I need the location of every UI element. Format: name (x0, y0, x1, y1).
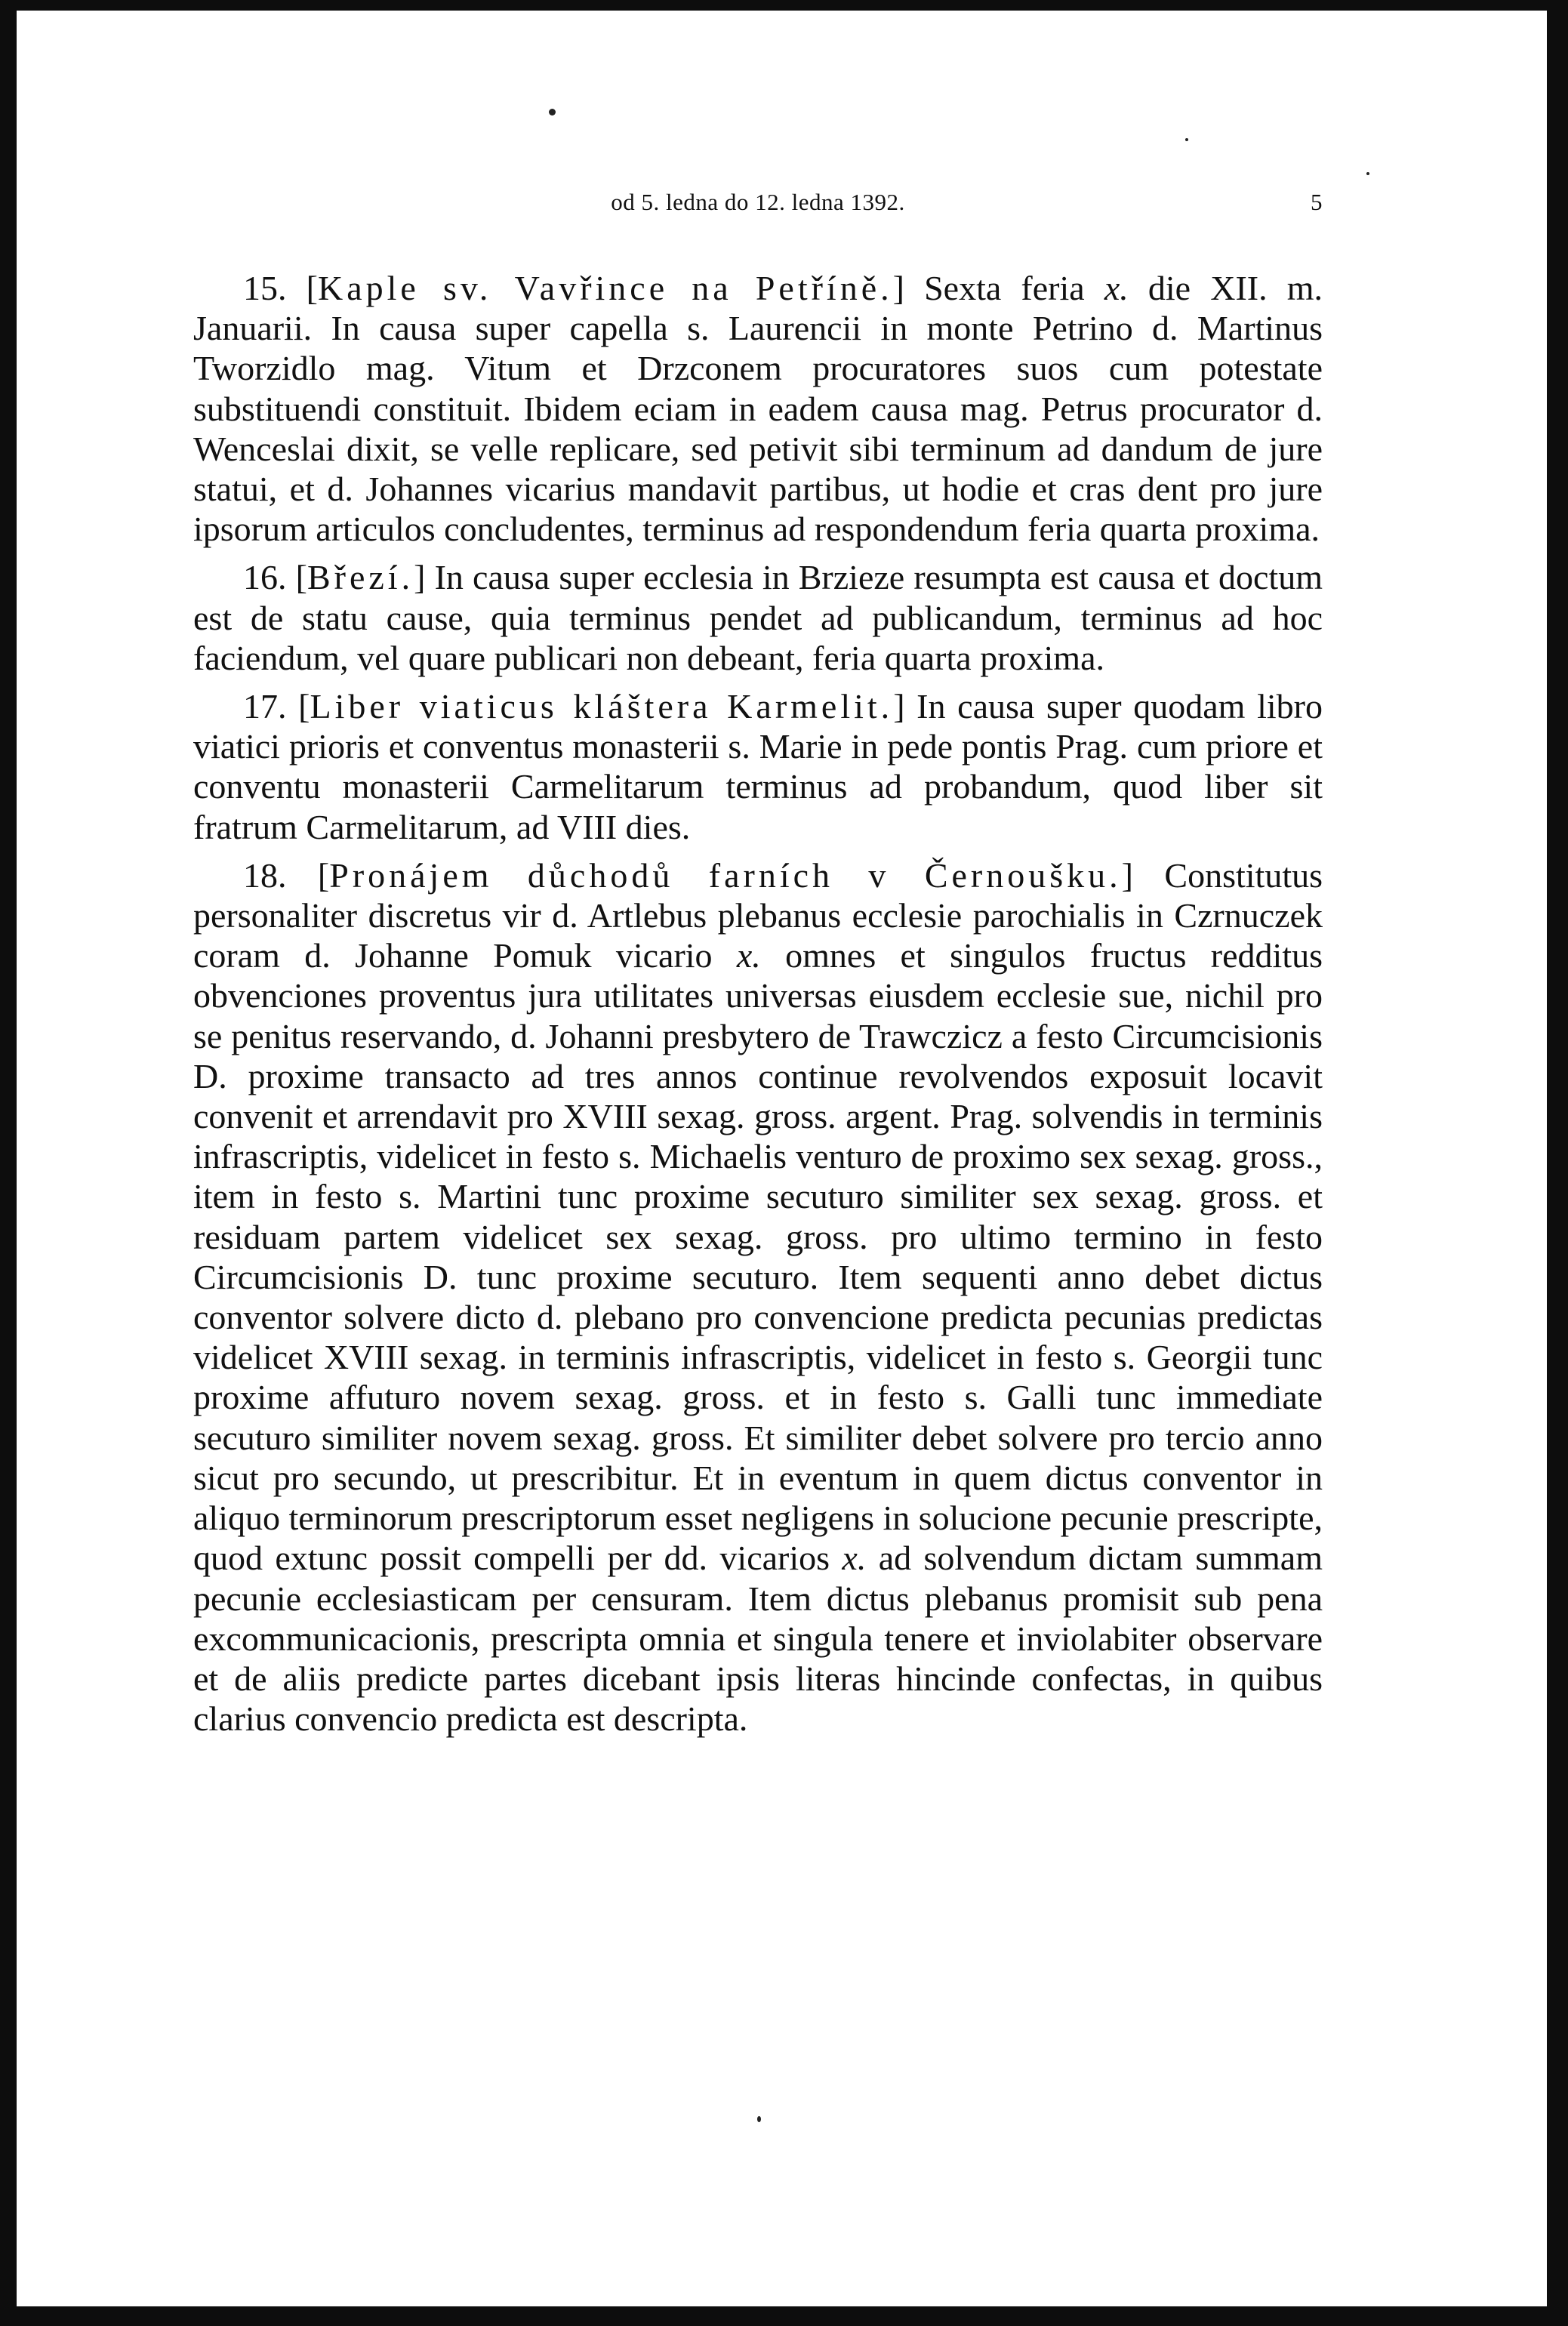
entry-lead: Sexta feria (904, 269, 1104, 307)
entry-heading: Liber viaticus kláštera Karmelit. (310, 687, 894, 726)
ink-speck (549, 109, 556, 116)
scan-edge-right (1547, 0, 1568, 2326)
body-text (193, 268, 1323, 1747)
running-title: od 5. ledna do 12. ledna 1392. (611, 189, 905, 215)
entry-number: 17. (243, 687, 287, 726)
page-header (193, 189, 1323, 234)
entry-heading: Kaple sv. Vavřince na Petříně. (317, 269, 893, 307)
entry-text-continued: ad solvendum dictam summam pecunie ecclesiasticam per censuram. Item dictus plebanus promisit sub pena excommunicacionis, prescripta omnia et singula tenere et inviolabiter observare et de aliis predicte partes dicebant ipsis literas hincinde confectas, in quibus clarius convencio predicta est descripta. (193, 1539, 1323, 1739)
entry-heading: Pronájem důchodů farních v Černoušku. (329, 855, 1122, 895)
entry-text: omnes et singulos fructus redditus obvenciones proventus jura utilitates universas eiusdem ecclesie sue, nichil pro se penitus reservando, d. Johanni presbytero de Trawczicz a festo Circumcisionis D. proxime transacto ad tres annos continue revolvendos exposuit locavit convenit et arrendavit pro XVIII sexag. gross. argent. Prag. solvendis in terminis infrascriptis, videlicet in festo s. Michaelis venturo de proximo sex sexag. gross., item in festo s. Martini tunc proxime secuturo similiter sex sexag. gross. et residuam partem videlicet sex sexag. gross. pro ultimo termino in festo Circumcisionis D. tunc proxime secuturo. Item sequenti anno debet dictus conventor solvere dicto d. plebano pro convencione predicta pecunias predictas videlicet XVIII sexag. in terminis infrascriptis, videlicet in festo s. Georgii tunc proxime affuturo novem sexag. gross. et in festo s. Galli tunc immediate secuturo similiter novem sexag. gross. Et similiter debet solvere pro tercio anno sicut pro secundo, ut prescribitur. Et in eventum in quem dictus conventor in aliquo terminorum prescriptorum esset negligens in solucione pecunie prescripte, quod extunc possit compelli per dd. vicarios (193, 936, 1323, 1578)
ink-speck (1366, 172, 1369, 175)
etc-mark: x. (842, 1539, 867, 1578)
entry-15: 15. [Kaple sv. Vavřince na Petříně.] Sexta feria x. die XII. m. Januarii. In causa super capella s. Laurencii in monte Petrino d. Martinus Tworzidlo mag. Vitum et Drzconem procuratores suos cum potestate substituendi constituit. Ibidem eciam in eadem causa mag. Petrus procurator d. Wenceslai dixit, se velle replicare, sed petivit sibi terminum ad dandum de jure statui, et d. Johannes vicarius mandavit partibus, ut hodie et cras dent pro jure ipsorum articulos concludentes, terminus ad respondendum feria quarta proxima. (193, 269, 1323, 549)
entry-18: 18. [Pronájem důchodů farních v Černoušku.] Constitutus personaliter discretus vir d. Artlebus plebanus ecclesie parochialis in Czrnuczek coram d. Johanne Pomuk vicario x. omnes et singulos fructus redditus obvenciones proventus jura utilitates universas eiusdem ecclesie sue, nichil pro se penitus reservando, d. Johanni presbytero de Trawczicz a festo Circumcisionis D. proxime transacto ad tres annos continue revolvendos exposuit locavit convenit et arrendavit pro XVIII sexag. gross. argent. Prag. solvendis in terminis infrascriptis, videlicet in festo s. Michaelis venturo de proximo sex sexag. gross., item in festo s. Martini tunc proxime secuturo similiter sex sexag. gross. et residuam partem videlicet sex sexag. gross. pro ultimo termino in festo Circumcisionis D. tunc proxime secuturo. Item sequenti anno debet dictus conventor solvere dicto d. plebano pro convencione predicta pecunias predictas videlicet XVIII sexag. in terminis infrascriptis, videlicet in festo s. Georgii tunc proxime affuturo novem sexag. gross. et in festo s. Galli tunc immediate secuturo similiter novem sexag. gross. Et similiter debet solvere pro tercio anno sicut pro secundo, ut prescribitur. Et in eventum in quem dictus conventor in aliquo terminorum prescriptorum esset negligens in solucione pecunie prescripte, quod extunc possit compelli per dd. vicarios x. ad solvendum dictam summam pecunie ecclesiasticam per censuram. Item dictus plebanus promisit sub pena excommunicacionis, prescripta omnia et singula tenere et inviolabiter observare et de aliis predicte partes dicebant ipsis literas hincinde confectas, in quibus clarius convencio predicta est descripta. (193, 855, 1323, 1739)
ink-speck (1185, 138, 1188, 141)
entry-text: In causa super ecclesia in Brzieze resumpta est causa et doctum est de statu cause, quia terminus pendet ad publicandum, terminus ad hoc faciendum, vel quare publicari non debeant, feria quarta proxima. (193, 558, 1323, 677)
entry-number: 16. (243, 558, 287, 597)
entry-text: die XII. m. Januarii. In causa super capella s. Laurencii in monte Petrino d. Martinus Tworzidlo mag. Vitum et Drzconem procuratores suos cum potestate substituendi constituit. Ibidem eciam in eadem causa mag. Petrus procurator d. Wenceslai dixit, se velle replicare, sed petivit sibi terminum ad dandum de jure statui, et d. Johannes vicarius mandavit partibus, ut hodie et cras dent pro jure ipsorum articulos concludentes, terminus ad respondendum feria quarta proxima. (193, 269, 1323, 549)
page-number: 5 (1311, 189, 1323, 215)
scan-edge-left (0, 0, 17, 2326)
entry-number: 18. (243, 855, 287, 895)
scan-edge-top (0, 0, 1568, 11)
entry-number: 15. (243, 269, 287, 307)
entry-16: 16. [Březí.] In causa super ecclesia in Brzieze resumpta est causa et doctum est de statu cause, quia terminus pendet ad publicandum, terminus ad hoc faciendum, vel quare publicari non debeant, feria quarta proxima. (193, 558, 1323, 677)
entry-heading: Březí. (307, 558, 414, 597)
etc-mark: x. (1104, 269, 1129, 307)
etc-mark: x. (736, 936, 761, 975)
entry-17: 17. [Liber viaticus kláštera Karmelit.] In causa super quodam libro viatici prioris et conventus monasterii s. Marie in pede pontis Prag. cum priore et conventu monasterii Carmelitarum terminus ad probandum, quod liber sit fratrum Carmelitarum, ad VIII dies. (193, 687, 1323, 846)
entry-text: In causa super quodam libro viatici prioris et conventus monasterii s. Marie in pede pontis Prag. cum priore et conventu monasterii Carmelitarum terminus ad probandum, quod liber sit fratrum Carmelitarum, ad VIII dies. (193, 687, 1323, 846)
ink-speck (757, 2116, 761, 2122)
entry-lead: Constitutus personaliter discretus vir d. Artlebus plebanus ecclesie parochialis in Czrnuczek coram d. Johanne Pomuk vicario (193, 855, 1323, 975)
scan-edge-bottom (0, 2306, 1568, 2326)
